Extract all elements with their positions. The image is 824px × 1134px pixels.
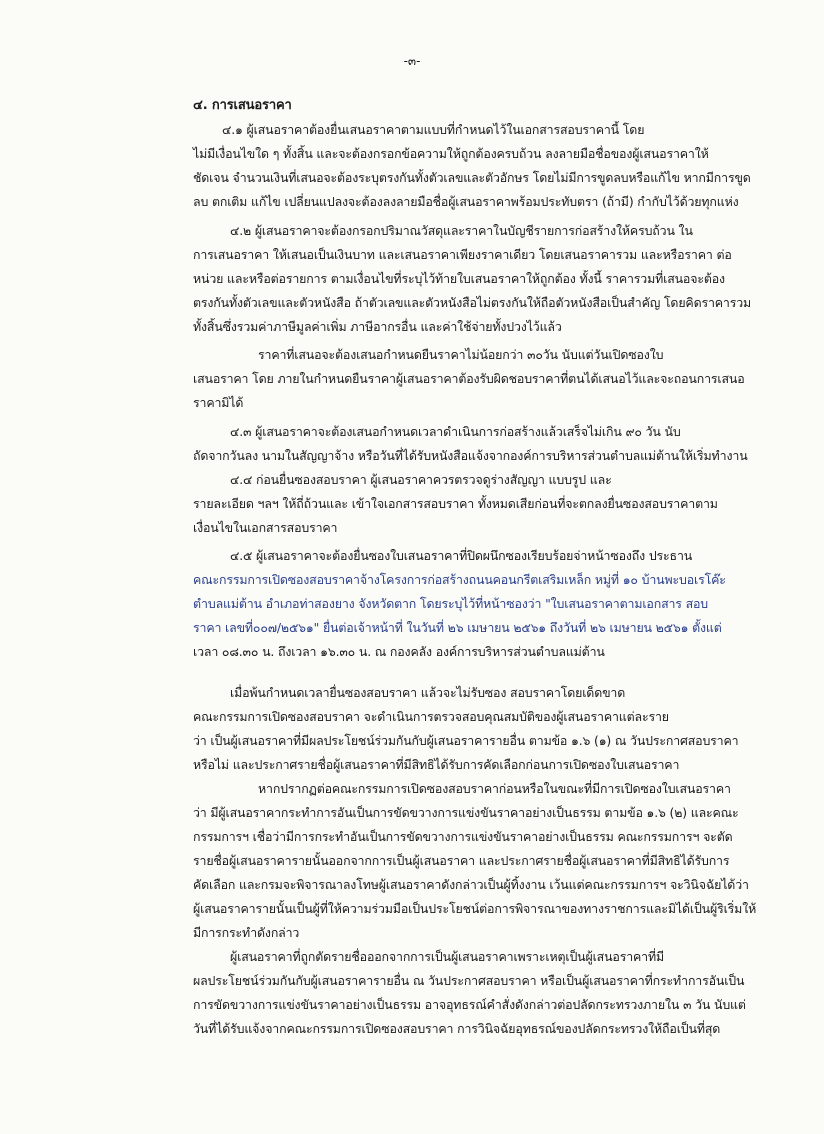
text-line: ๔.๔ ก่อนยื่นซองสอบราคา ผู้เสนอราคาควรตรวจดูร่างสัญญา แบบรูป และ (230, 472, 612, 487)
text-line: การเสนอราคา ให้เสนอเป็นเงินบาท และเสนอราคาเพียงราคาเดียว โดยเสนอราคารวม และหรือราคา ต่อ (193, 247, 732, 262)
text-line: ราคาที่เสนอจะต้องเสนอกำหนดยืนราคาไม่น้อยกว่า ๓๐วัน นับแต่วันเปิดซองใบ (258, 347, 664, 362)
text-line: ผู้เสนอราคาที่ถูกตัดรายชื่อออกจากการเป็นผู้เสนอราคาเพราะเหตุเป็นผู้เสนอราคาที่มี (230, 949, 664, 964)
text-line: ว่า มีผู้เสนอราคากระทำการอันเป็นการขัดขวางการแข่งขันราคาอย่างเป็นธรรม ตามข้อ ๑.๖ (๒) และคณะ (193, 805, 739, 820)
text-line: การขัดขวางการแข่งขันราคาอย่างเป็นธรรม อาจอุทธรณ์คำสั่งดังกล่าวต่อปลัดกระทรวงภายใน ๓ วัน นับแต่ (193, 997, 746, 1012)
text-line: ลบ ตกเติม แก้ไข เปลี่ยนแปลงจะต้องลงลายมือชื่อผู้เสนอราคาพร้อมประทับตรา (ถ้ามี) กำกับไว้ด้วยทุกแห่ง (193, 194, 739, 209)
text-line: ๔.๑ ผู้เสนอราคาต้องยื่นเสนอราคาตามแบบที่กำหนดไว้ในเอกสารสอบราคานี้ โดย (222, 122, 645, 137)
text-line: เงื่อนไขในเอกสารสอบราคา (193, 520, 338, 535)
text-line: ผลประโยชน์ร่วมกันกับผู้เสนอราคารายอื่น ณ วันประกาศสอบราคา หรือเป็นผู้เสนอราคาที่กระทำการอันเป็น (193, 973, 745, 988)
text-line: คัดเลือก และกรมจะพิจารณาลงโทษผู้เสนอราคาดังกล่าวเป็นผู้ทิ้งงาน เว้นแต่คณะกรรมการฯ จะวินิจฉัยได้ว่า (193, 877, 749, 892)
text-line: หน่วย และหรือต่อรายการ ตามเงื่อนไขที่ระบุไว้ท้ายใบเสนอราคาให้ถูกต้อง ทั้งนี้ ราคารวมที่เสนอจะต้อง (193, 271, 725, 286)
text-line: ว่า เป็นผู้เสนอราคาที่มีผลประโยชน์ร่วมกันกับผู้เสนอราคารายอื่น ตามข้อ ๑.๖ (๑) ณ วันประกาศสอบราคา (193, 733, 739, 748)
text-line: ผู้เสนอราคารายนั้นเป็นผู้ที่ให้ความร่วมมือเป็นประโยชน์ต่อการพิจารณาของทางราชการและมิได้เป็นผู้ริเริ่มให้ (193, 901, 757, 916)
text-line: เมื่อพ้นกำหนดเวลายื่นซองสอบราคา แล้วจะไม่รับซอง สอบราคาโดยเด็ดขาด (230, 685, 626, 700)
text-line: เวลา ๐๘.๓๐ น. ถึงเวลา ๑๖.๓๐ น. ณ กองคลัง องค์การบริหารส่วนตำบลแม่ต้าน (193, 644, 605, 659)
text-line: หรือไม่ และประกาศรายชื่อผู้เสนอราคาที่มีสิทธิได้รับการคัดเลือกก่อนการเปิดซองใบเสนอราคา (193, 757, 680, 772)
text-line: รายชื่อผู้เสนอราคารายนั้นออกจากการเป็นผู้เสนอราคา และประกาศรายชื่อผู้เสนอราคาที่มีสิทธิได้รับการ (193, 853, 730, 868)
text-line: ๔.๕ ผู้เสนอราคาจะต้องยื่นซองใบเสนอราคาที่ปิดผนึกซองเรียบร้อยจ่าหน้าซองถึง ประธาน (230, 548, 693, 563)
text-line: คณะกรรมการเปิดซองสอบราคาจ้างโครงการก่อสร้างถนนคอนกรีตเสริมเหล็ก หมู่ที่ ๑๐ บ้านพะบอเรโค๊ะ (193, 572, 726, 587)
section-heading: ๔. การเสนอราคา (193, 98, 292, 113)
text-line: ราคามิได้ (193, 395, 244, 410)
text-line: ๔.๓ ผู้เสนอราคาจะต้องเสนอกำหนดเวลาดำเนินการก่อสร้างแล้วเสร็จไม่เกิน ๙๐ วัน นับ (230, 424, 681, 439)
text-line: ตำบลแม่ต้าน อำเภอท่าสองยาง จังหวัดตาก โดยระบุไว้ที่หน้าซองว่า "ใบเสนอราคาตามเอกสาร สอบ (193, 596, 708, 611)
text-line: เสนอราคา โดย ภายในกำหนดยืนราคาผู้เสนอราคาต้องรับผิดชอบราคาที่ตนได้เสนอไว้และจะถอนการเสนอ (193, 371, 745, 386)
text-line: คณะกรรมการเปิดซองสอบราคา จะดำเนินการตรวจสอบคุณสมบัติของผู้เสนอราคาแต่ละราย (193, 709, 669, 724)
text-line: มีการกระทำดังกล่าว (193, 925, 300, 940)
page-number: -๓- (403, 54, 421, 68)
text-line: หากปรากฏต่อคณะกรรมการเปิดซองสอบราคาก่อนหรือในขณะที่มีการเปิดซองใบเสนอราคา (258, 781, 731, 796)
text-line: ราคา เลขที่๐๐๗/๒๕๖๑" ยื่นต่อเจ้าหน้าที่ ในวันที่ ๒๖ เมษายน ๒๕๖๑ ถึงวันที่ ๒๖ เมษายน ๒๕๖๑ ตั้งแต่ (193, 620, 722, 635)
text-line: วันที่ได้รับแจ้งจากคณะกรรมการเปิดซองสอบราคา การวินิจฉัยอุทธรณ์ของปลัดกระทรวงให้ถือเป็นที่สุด (193, 1021, 721, 1036)
text-line: ไม่มีเงื่อนไขใด ๆ ทั้งสิ้น และจะต้องกรอกข้อความให้ถูกต้องครบถ้วน ลงลายมือชื่อของผู้เสนอราคาให้ (193, 146, 709, 161)
text-line: กรรมการฯ เชื่อว่ามีการกระทำอันเป็นการขัดขวางการแข่งขันราคาอย่างเป็นธรรม คณะกรรมการฯ จะตัด (193, 829, 733, 844)
text-line: ถัดจากวันลง นามในสัญญาจ้าง หรือวันที่ได้รับหนังสือแจ้งจากองค์การบริหารส่วนตำบลแม่ต้านให้เริ่มทำงาน (193, 448, 748, 463)
text-line: ๔.๒ ผู้เสนอราคาจะต้องกรอกปริมาณวัสดุและราคาในบัญชีรายการก่อสร้างให้ครบถ้วน ใน (230, 223, 693, 238)
text-line: ตรงกันทั้งตัวเลขและตัวหนังสือ ถ้าตัวเลขและตัวหนังสือไม่ตรงกันให้ถือตัวหนังสือเป็นสำคัญ โดยคิดราคารวม (193, 295, 752, 310)
text-line: ชัดเจน จำนวนเงินที่เสนอจะต้องระบุตรงกันทั้งตัวเลขและตัวอักษร โดยไม่มีการขูดลบหรือแก้ไข หากมีการขูด (193, 170, 751, 185)
text-line: รายละเอียด ฯลฯ ให้ถี่ถ้วนและ เข้าใจเอกสารสอบราคา ทั้งหมดเสียก่อนที่จะตกลงยื่นซองสอบราคาตาม (193, 496, 718, 511)
text-line: ทั้งสิ้นซึ่งรวมค่าภาษีมูลค่าเพิ่ม ภาษีอากรอื่น และค่าใช้จ่ายทั้งปวงไว้แล้ว (193, 319, 562, 334)
